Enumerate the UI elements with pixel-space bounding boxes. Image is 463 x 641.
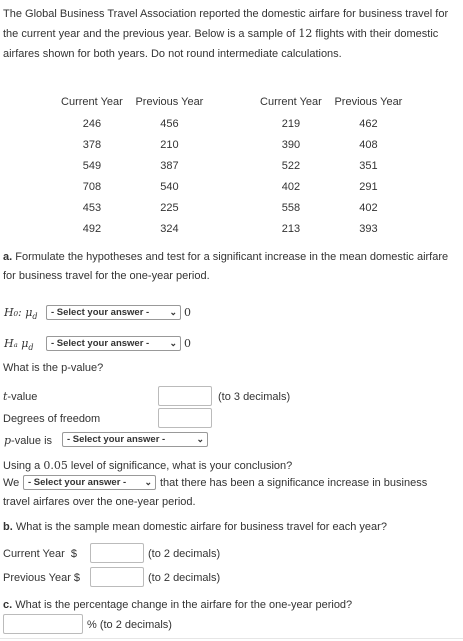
- h0-select[interactable]: - Select your answer - ⌄: [46, 305, 181, 320]
- pvalue-is-label: p-value is: [4, 434, 53, 447]
- airfare-table-left: [55, 91, 210, 239]
- table-row: 708 540: [82, 180, 179, 193]
- t-value-input[interactable]: [158, 386, 212, 406]
- ha-select[interactable]: - Select your answer - ⌄: [46, 336, 181, 351]
- table-row: 246 456: [82, 117, 179, 130]
- ha-label: Hₐ $\mu_d$: [4, 337, 34, 353]
- table-row: 402 291: [281, 180, 378, 193]
- intro-text-cont: flights with their domestic airfares shown for both years. Do not round intermediate calculations.: [3, 28, 439, 60]
- h0-zero: 0: [184, 306, 191, 319]
- table-row: 390 408: [281, 138, 378, 151]
- col-current-year: Current Year: [260, 96, 322, 108]
- h0-label: H₀: $\mu_d$: [4, 306, 38, 322]
- pvalue-question: What is the p-value?: [3, 362, 104, 374]
- we-label: We: [3, 477, 20, 489]
- pvalue-select[interactable]: - Select your answer - ⌄: [62, 432, 208, 447]
- previous-year-mean-input[interactable]: [90, 567, 144, 587]
- t-value-label: t-value: [3, 390, 38, 403]
- ha-zero: 0: [184, 337, 191, 350]
- bottom-divider: [0, 638, 463, 639]
- table-row: 522 351: [281, 159, 378, 172]
- conclusion-select[interactable]: - Select your answer - ⌄: [23, 475, 156, 490]
- percent-change-input[interactable]: [3, 614, 83, 634]
- table-row: 213 393: [281, 222, 378, 235]
- table-row: 549 387: [82, 159, 179, 172]
- df-input[interactable]: [158, 408, 212, 428]
- chevron-down-icon: ⌄: [196, 434, 204, 444]
- table-row: 219 462: [281, 117, 378, 130]
- sample-size: 12: [298, 27, 313, 40]
- table-row: 378 210: [82, 138, 179, 151]
- conclusion-tail: that there has been a significance increase in business: [160, 477, 428, 489]
- current-year-note: (to 2 decimals): [148, 548, 221, 560]
- conclusion-question: Using a 0.05 level of significance, what is your conclusion?: [3, 459, 293, 472]
- table-row: 453 225: [82, 201, 179, 214]
- percent-change-note: % (to 2 decimals): [87, 619, 172, 631]
- chevron-down-icon: ⌄: [169, 307, 177, 317]
- table-row: 558 402: [281, 201, 378, 214]
- current-year-label: Current Year $: [3, 548, 77, 560]
- part-b-question: b. What is the sample mean domestic airfare for business travel for each year?: [3, 521, 387, 533]
- intro-text: The Global Business Travel Association reported the domestic airfare for business travel for the current year and the previous year. Below is a sample of: [3, 8, 449, 40]
- col-previous-year: Previous Year: [334, 96, 403, 108]
- previous-year-note: (to 2 decimals): [148, 572, 221, 584]
- t-value-note: (to 3 decimals): [218, 391, 291, 403]
- col-previous-year: Previous Year: [135, 96, 204, 108]
- table-row: 492 324: [82, 222, 179, 235]
- chevron-down-icon: ⌄: [144, 477, 152, 487]
- airfare-table-right: [254, 91, 409, 239]
- intro-paragraph: [3, 4, 455, 64]
- col-current-year: Current Year: [61, 96, 123, 108]
- chevron-down-icon: ⌄: [169, 338, 177, 348]
- current-year-mean-input[interactable]: [90, 543, 144, 563]
- part-c-question: c. What is the percentage change in the airfare for the one-year period?: [3, 599, 353, 611]
- df-label: Degrees of freedom: [3, 413, 101, 425]
- previous-year-label: Previous Year $: [3, 572, 81, 584]
- conclusion-tail-2: travel airfares over the one-year period.: [3, 496, 196, 508]
- part-a-question: a. Formulate the hypotheses and test for a significant increase in the mean domestic airfare for business travel for the one-year period.: [3, 251, 449, 282]
